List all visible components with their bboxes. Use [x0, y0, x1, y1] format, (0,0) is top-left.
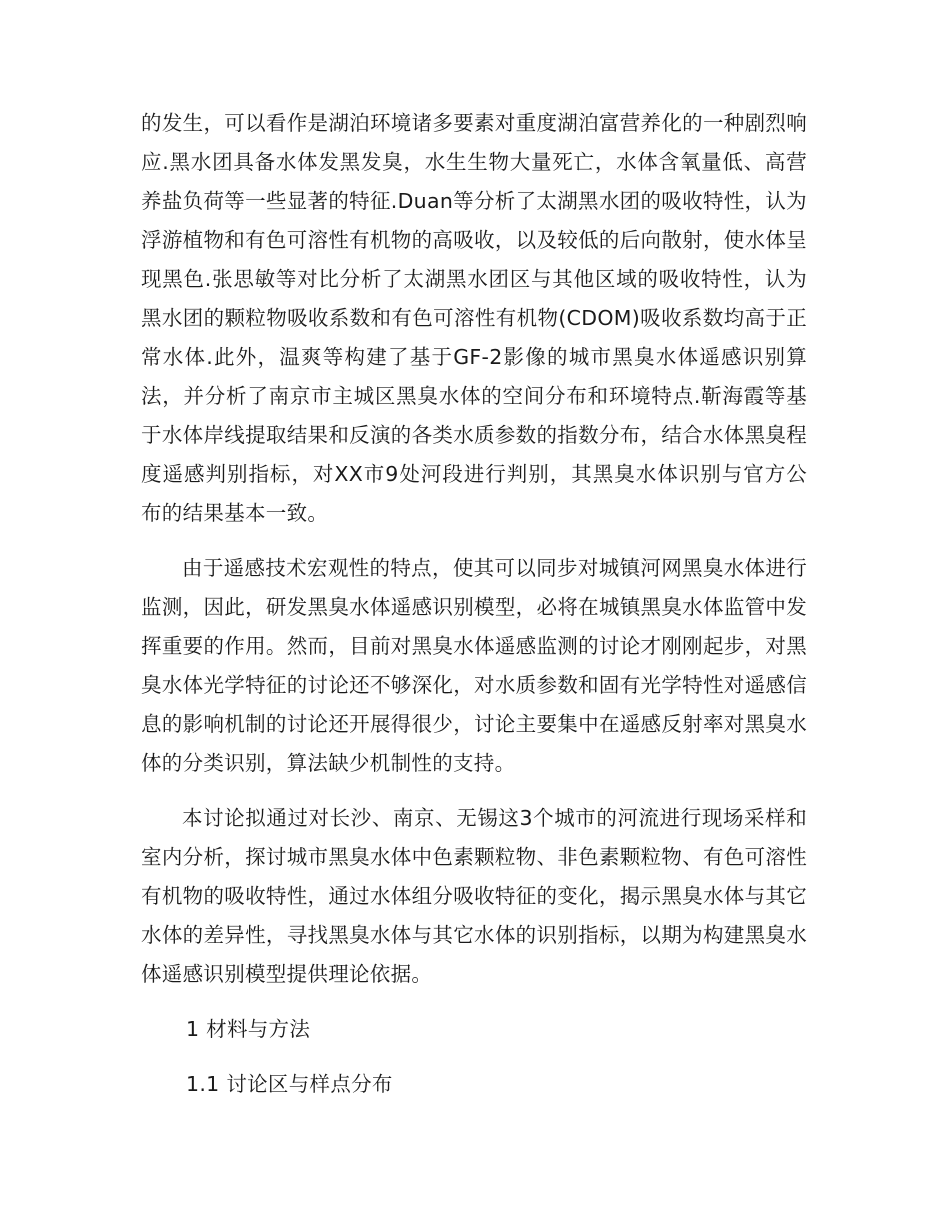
paragraph-study-aim: 本讨论拟通过对长沙、南京、无锡这3个城市的河流进行现场采样和室内分析，探讨城市黑臭水体中色素颗粒物、非色素颗粒物、有色可溶性有机物的吸收特性，通过水体组分吸收特征的变化，揭示黑臭水体与其它水体的差异性，寻找黑臭水体与其它水体的识别指标，以期为构建黑臭水体遥感识别模型提供理论依据。	[141, 806, 807, 986]
section-heading: 1 材料与方法	[186, 1017, 311, 1041]
paragraph-gap	[141, 533, 807, 549]
paragraph-continuation: 的发生，可以看作是湖泊环境诸多要素对重度湖泊富营养化的一种剧烈响应.黑水团具备水体发黑发臭，水生生物大量死亡，水体含氧量低、高营养盐负荷等一些显著的特征.Duan等分析了太湖黑水团的吸收特性，认为浮游植物和有色可溶性有机物的高吸收，以及较低的后向散射，使水体呈现黑色.张思敏等对比分析了太湖黑水团区与其他区域的吸收特性，认为黑水团的颗粒物吸收系数和有色可溶性有机物(CDOM)吸收系数均高于正常水体.此外，温爽等构建了基于GF-2影像的城市黑臭水体遥感识别算法，并分析了南京市主城区黑臭水体的空间分布和环境特点.靳海霞等基于水体岸线提取结果和反演的各类水质参数的指数分布，结合水体黑臭程度遥感判别指标，对XX市9处河段进行判别，其黑臭水体识别与官方公布的结果基本一致。	[141, 111, 807, 525]
paragraph-remote-sensing: 由于遥感技术宏观性的特点，使其可以同步对城镇河网黑臭水体进行监测，因此，研发黑臭水体遥感识别模型，必将在城镇黑臭水体监管中发挥重要的作用。然而，目前对黑臭水体遥感监测的讨论才刚刚起步，对黑臭水体光学特征的讨论还不够深化，对水质参数和固有光学特性对遥感信息的影响机制的讨论还开展得很少，讨论主要集中在遥感反射率对黑臭水体的分类识别，算法缺少机制性的支持。	[141, 556, 807, 775]
document-body	[141, 104, 807, 1104]
subsection-heading: 1.1 讨论区与样点分布	[186, 1072, 393, 1096]
heading-gap	[141, 994, 807, 1010]
paragraph-gap	[141, 783, 807, 799]
heading-gap	[141, 1049, 807, 1065]
